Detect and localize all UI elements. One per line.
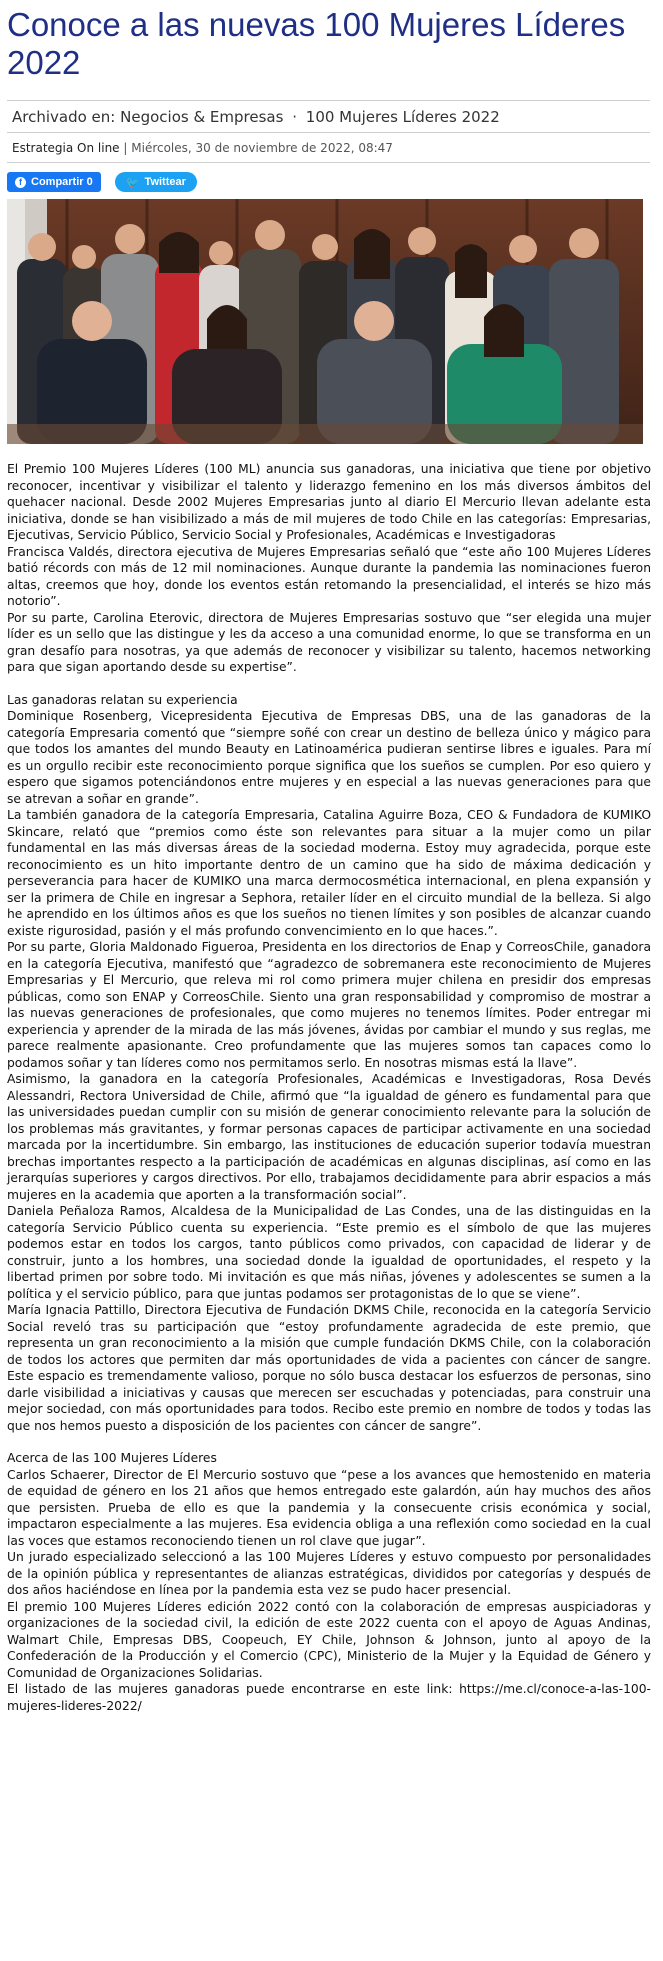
group-photo [7, 199, 643, 444]
paragraph-link[interactable]: El listado de las mujeres ganadoras puede encontrarse en este link: https://me.cl/conoce-a-las-100-mujeres-lideres-2022/ [7, 1682, 651, 1713]
paragraph: Por su parte, Gloria Maldonado Figueroa, Presidenta en los directorios de Enap y CorreosChile, ganadora en la categoría Ejecutiva, manifestó que “agradezco de sobremanera este reconocimiento de Mujeres Empresarias y El Mercurio, que releva mi rol como primera mujer chilena en presidir dos empresas públicas, como son ENAP y CorreosChile. Siento una gran responsabilidad y compromiso de mostrar a las nuevas generaciones de profesionales, que como mujeres no tenemos límites. Poder entregar mi experiencia y aprender de la mirada de las más jóvenes, ávidas por cambiar el mundo y sus reglas, me parece realmente apasionante. Creo profundamente que las mujeres somos tan capaces como lo podamos soñar y tan líderes como nos permitamos serlo. En nosotras mismas está la llave”. [7, 940, 651, 1070]
article-meta: Estrategia On line | Miércoles, 30 de noviembre de 2022, 08:47 [7, 133, 650, 163]
paragraph: Por su parte, Carolina Eterovic, directora de Mujeres Empresarias sostuvo que “ser elegida una mujer líder es un sello que las distingue y les da acceso a una comunidad enorme, lo que se transforma en un gran desafío para nosotras, ya que además de reconocer y visibilizar su talento, hacemos networking para que sigan aportando desde su expertise”. [7, 610, 651, 674]
paragraph: Daniela Peñaloza Ramos, Alcaldesa de la Municipalidad de Las Condes, una de las distinguidas en la categoría Servicio Público cuenta su experiencia. “Este premio es el símbolo de que las mujeres podemos estar en todos los cargos, tanto públicos como privados, con capacidad de liderar y de construir, junto a los hombres, una sociedad donde la igualdad de oportunidades, el respeto y la libertad primen por sobre todo. Mi invitación es que más niñas, jóvenes y adolescentes se sumen a la política y el servicio público, para que juntas podamos ser protagonistas de lo que se viene”. [7, 1204, 651, 1301]
paragraph: El Premio 100 Mujeres Líderes (100 ML) anuncia sus ganadoras, una iniciativa que tiene por objetivo reconocer, incentivar y visibilizar el talento y liderazgo femenino en los más diversos ámbitos del quehacer nacional. Desde 2002 Mujeres Empresarias junto al diario El Mercurio llevan adelante esta iniciativa, donde se han visibilizado a más de mil mujeres de todo Chile en las categorías: Empresarias, Ejecutivas, Servicio Público, Servicio Social y Profesionales, Académicas e Investigadoras [7, 462, 651, 542]
archive-breadcrumb [7, 100, 650, 133]
section-heading: Acerca de las 100 Mujeres Líderes [7, 1451, 217, 1465]
paragraph: Carlos Schaerer, Director de El Mercurio sostuvo que “pese a los avances que hemostenido en materia de equidad de género en los 21 años que hemos entregado este galardón, aún hay muchos des años que persisten. Prueba de ello es que la pandemia y la consecuente crisis económica y social, impactaron especialmente a las mujeres. Esa evidencia obliga a una reflexión como sociedad en la cual las voces que estamos reconociendo tienen un rol clave que jugar”. [7, 1467, 651, 1548]
article-body [7, 461, 651, 1714]
archive-category-link-1[interactable]: Negocios & Empresas [120, 108, 284, 126]
article-source: Estrategia On line [12, 141, 120, 155]
section-heading: Las ganadoras relatan su experiencia [7, 692, 238, 707]
paragraph: Asimismo, la ganadora en la categoría Profesionales, Académicas e Investigadoras, Rosa Devés Alessandri, Rectora Universidad de Chile, afirmó que “la igualdad de género es fundamental para que las universidades puedan cumplir con su misión de generar conocimiento relevante para la solución de los problemas más gravitantes, y formar personas capaces de participar activamente en una sociedad marcada por la incertidumbre. Sin embargo, las instituciones de educación superior todavía muestran brechas importantes respecto a la participación de académicas en algunas disciplinas, así como en las jerarquías superiores y cargos directivos. Por ello, trabajamos decididamente para abrir espacios a más mujeres en la academia que aporten a la transformación social”. [7, 1072, 651, 1202]
paragraph: La también ganadora de la categoría Empresaria, Catalina Aguirre Boza, CEO & Fundadora de KUMIKO Skincare, relató que “premios como éste son relevantes para situar a la mujer como un pilar fundamental en las más diversas áreas de la sociedad moderna. Estoy muy agradecida, porque este reconocimiento es un hito importante dentro de un camino que ha sido de máxima dedicación y perseverancia para hacer de KUMIKO una marca dermocosmética internacional, en plena expansión y ser la primera de Chile en ingresar a Sephora, retailer líder en el circuito mundial de la belleza. Si algo he aprendido en los últimos años es que los sueños no tienen límites y son posibles de alcanzar cuando existe rigurosidad, pasión y el más profundo convencimiento en lo que haces.”. [7, 808, 651, 938]
facebook-share-button[interactable] [7, 172, 101, 192]
article [0, 6, 650, 1714]
article-title: Conoce a las nuevas 100 Mujeres Líderes 2022 [7, 6, 626, 81]
twitter-icon: 🐦 [125, 176, 140, 189]
facebook-icon: f [15, 177, 26, 188]
article-date: Miércoles, 30 de noviembre de 2022, 08:47 [131, 141, 393, 155]
share-bar [7, 172, 650, 194]
paragraph: María Ignacia Pattillo, Directora Ejecutiva de Fundación DKMS Chile, reconocida en la categoría Servicio Social reveló tras su participación que “estoy profundamente agradecida de este premio, que representa un gran reconocimiento a la misión que cumple fundación DKMS Chile, con la colaboración de todos los actores que permiten dar más oportunidades de vida a pacientes con cáncer de sangre. Este espacio es tremendamente valioso, porque no sólo busca destacar los esfuerzos de personas, sino darle visibilidad a iniciativas y causas que merecen ser escuchadas y potenciadas, para construir una mejor sociedad, con más oportunidades para todos. Recibo este premio en nombre de todos y todas las que nos hemos puesto a disposición de los pacientes con cáncer de sangre”. [7, 1303, 651, 1433]
twitter-share-button[interactable] [115, 172, 197, 192]
facebook-share-label: Compartir 0 [31, 176, 93, 188]
paragraph: El premio 100 Mujeres Líderes edición 2022 contó con la colaboración de empresas auspiciadoras y organizaciones de la sociedad civil, la edición de este 2022 cuenta con el apoyo de Aguas Andinas, Walmart Chile, Empresas DBS, Coopeuch, EY Chile, Johnson & Johnson, junto al apoyo de la Confederación de la Producción y el Comercio (CPC), Ministerio de la Mujer y la Equidad de Género y Comunidad de Organizaciones Solidarias. [7, 1599, 651, 1680]
twitter-share-label: Twittear [144, 176, 186, 188]
archive-prefix: Archivado en: [12, 108, 116, 126]
archive-category-link-2[interactable]: 100 Mujeres Líderes 2022 [305, 108, 500, 126]
paragraph: Francisca Valdés, directora ejecutiva de Mujeres Empresarias señaló que “este año 100 Mujeres Líderes batió récords con más de 12 mil nominaciones. Aunque durante la pandemia las nominaciones fueron altas, creemos que hoy, donde los eventos están retomando la presencialidad, el interés se hizo más notorio”. [7, 544, 651, 608]
paragraph: Un jurado especializado seleccionó a las 100 Mujeres Líderes y estuvo compuesto por personalidades de la opinión pública y representantes de alianzas estratégicas, divididos por categorías y después de dos años haciéndose en línea por la pandemia esta vez se pudo hacer presencial. [7, 1550, 651, 1597]
archive-separator: · [292, 108, 297, 126]
paragraph: Dominique Rosenberg, Vicepresidenta Ejecutiva de Empresas DBS, una de las ganadoras de la categoría Empresaria comentó que “siempre soñé con crear un destino de belleza único y mágico para que todos los amantes del mundo Beauty en Latinoamérica pudieran sentirse libres e iguales. Para mí es un orgullo recibir este reconocimiento porque significa que los sueños se cumplen. Por eso quiero y espero que sigamos potenciándonos entre mujeres y en especial a las nuevas generaciones para que se atrevan a soñar en grande”. [7, 709, 651, 806]
